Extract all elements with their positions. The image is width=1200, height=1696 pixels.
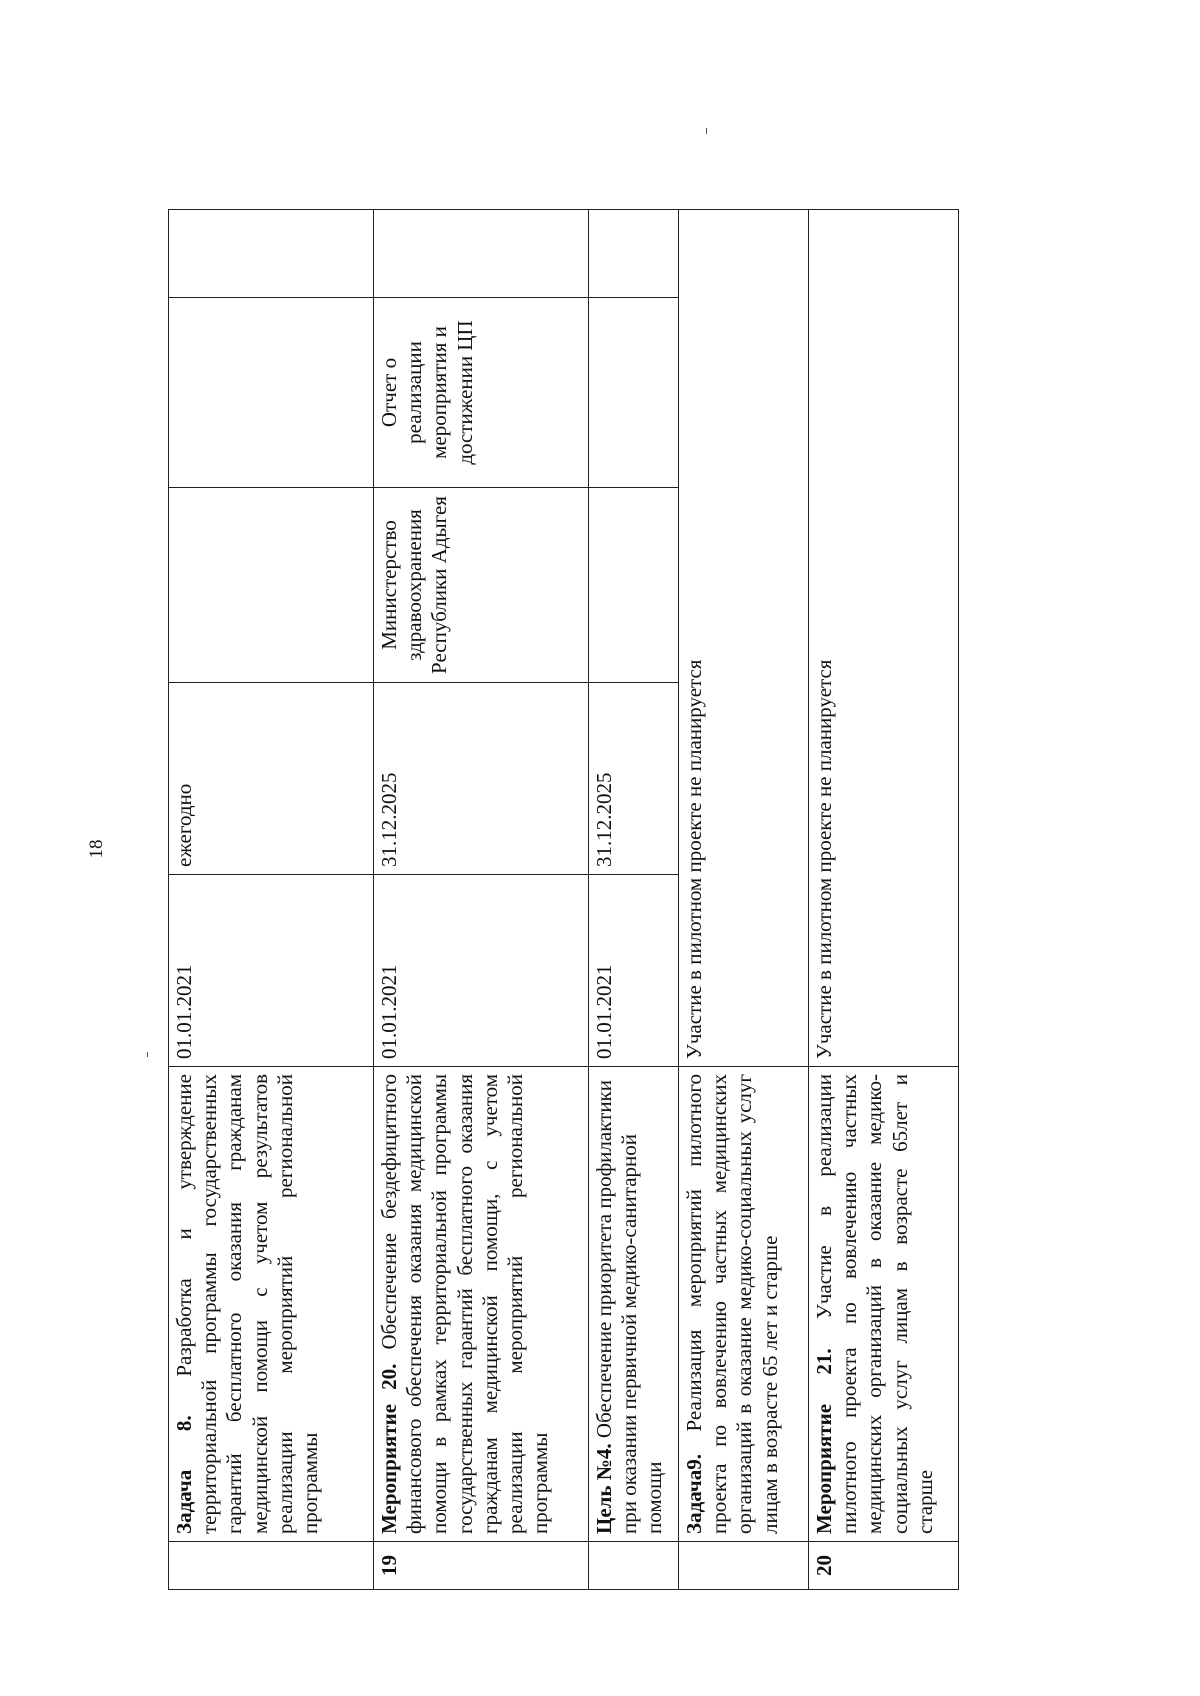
item-title: Цель №4. — [592, 1443, 616, 1534]
row-number — [169, 1542, 374, 1590]
end-date: 31.12.2025 — [374, 683, 589, 875]
table-row — [169, 210, 374, 1590]
extra-cell — [374, 210, 589, 298]
goal-description — [589, 1067, 679, 1542]
row-number: 19 — [374, 1542, 589, 1590]
table-row — [679, 210, 809, 1590]
page-number: 18 — [86, 839, 107, 859]
responsible — [589, 488, 679, 683]
rotated-page — [168, 210, 1038, 1590]
table-row — [809, 210, 959, 1590]
item-text: Разработка и утверждение территориальной программы государственных гарантий бесплатного оказания гражданам медицинской помощи с учетом результатов реализации мероприятий региональной программы — [172, 1074, 322, 1534]
activities-table — [168, 209, 959, 1590]
responsible: Министерство здравоохранения Республики Адыгея — [374, 488, 589, 683]
activity-description — [809, 1067, 959, 1542]
extra-cell — [169, 210, 374, 298]
table-row — [374, 210, 589, 1590]
scan-mark — [706, 128, 707, 134]
row-number: 20 — [809, 1542, 959, 1590]
result — [169, 298, 374, 488]
merged-note: Участие в пилотном проекте не планируется — [679, 210, 809, 1067]
end-date: 31.12.2025 — [589, 683, 679, 875]
result: Отчет о реализации мероприятия и достижении ЦП — [374, 298, 589, 488]
task-description — [679, 1067, 809, 1542]
item-title: Мероприятие 20. — [377, 1363, 401, 1534]
task-description — [374, 1067, 589, 1542]
item-title: Задача9. — [682, 1454, 706, 1534]
table-row — [589, 210, 679, 1590]
row-number — [679, 1542, 809, 1590]
responsible — [169, 488, 374, 683]
item-text: Участие в реализации пилотного проекта по вовлечению частных медицинских организаций в оказание медико-социальных услуг лицам в возрасте 65лет и старше — [812, 1074, 937, 1534]
scan-mark — [147, 1052, 148, 1057]
item-title: Мероприятие 21. — [812, 1348, 836, 1534]
item-text: Реализация мероприятий пилотного проекта по вовлечению частных медицинских организаций в оказание медико-социальных услуг лицам в возрасте 65 лет и старше — [682, 1074, 782, 1534]
merged-note: Участие в пилотном проекте не планируется — [809, 210, 959, 1067]
start-date: 01.01.2021 — [589, 875, 679, 1067]
extra-cell — [589, 210, 679, 298]
end-date: ежегодно — [169, 683, 374, 875]
row-number — [589, 1542, 679, 1590]
item-title: Задача 8. — [172, 1415, 196, 1534]
result — [589, 298, 679, 488]
start-date: 01.01.2021 — [169, 875, 374, 1067]
item-text: Обеспечение приоритета профилактики при оказании первичной медико-санитарной помощи — [592, 1080, 667, 1534]
start-date: 01.01.2021 — [374, 875, 589, 1067]
task-description — [169, 1067, 374, 1542]
item-text: Обеспечение бездефицитного финансового обеспечения оказания медицинской помощи в рамках территориальной программы государственных гарантий бесплатного оказания гражданам медицинской помощи, с учетом реализации мероприятий региональной программы — [377, 1074, 553, 1534]
